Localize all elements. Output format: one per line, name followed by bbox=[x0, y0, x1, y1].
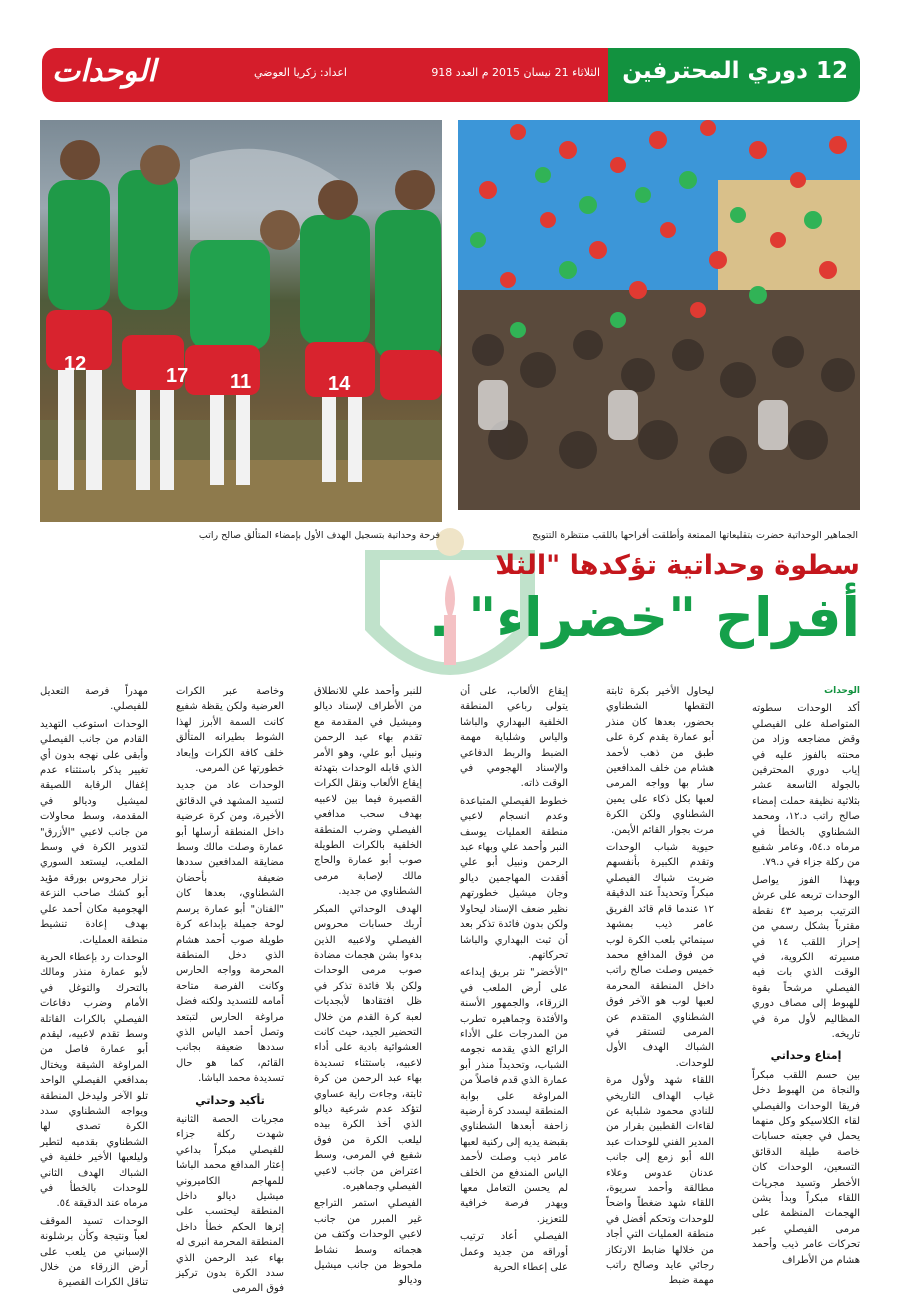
article-headline: أفراح "خضراء" . bbox=[428, 586, 860, 649]
article-subheadline: سطوة وحداتية تؤكدها "الثلا bbox=[495, 550, 860, 581]
article-paragraph: حيوية شباب الوحدات وتقدم الكبيرة بأنفسهم ضربت شباك الفيصلي مبكراً وتحديداً عند الدقيقة ١٢ عندما قام قائد الفريق عامر ذيب بمشهد سينمائي بلعب الكرة لوب من فوق المدافع محمد خميس وصلت صالح راتب داخل المنطقة المحرمة لعبها لوب هو الآخر فوق الشطناوي المتقدم عن المرمى لتستقر في الشباك الهدف الأول للوحدات. bbox=[606, 842, 714, 1069]
article-paragraph: وخاصة عبر الكرات العرضية ولكن يقظة شفيع كانت السمة الأبرز لهذا الشوط بطيرانه المتألق خلف كافة الكرات وإبعاد خطورتها عن المرمى. bbox=[176, 686, 284, 775]
article-paragraph: مجريات الحصة الثانية شهدت ركلة جزاء للفيصلي مبكراً بداعي إعثار المدافع محمد الباشا للمهاجم الكاميروني ميشيل ديالو داخل المنطقة ليحتسب على إثرها الحكم خطأ داخل المنطقة المحرمة انبرى له بهاء عبد الرحمن الذي سدد الكرة بدون تركيز فوق المرمى bbox=[176, 1113, 284, 1295]
article-column-1 bbox=[752, 684, 860, 1266]
jersey-number: 14 bbox=[328, 373, 351, 395]
article-column-2 bbox=[606, 684, 714, 1287]
article-paragraph: ليحاول الأخير بكرة ثابتة التقطها الشطناوي بحضور، بعدها كان منذر أبو عمارة يقدم كرة على طبق من ذهب لأحمد هشام من خلف المدافعين سار بها وواجه المرمى لعبها بكل ذكاء على يمين الشطناوي ولكن الكرة مرت بجوار القائم الأيمن. bbox=[606, 686, 714, 836]
article-column-6 bbox=[40, 684, 148, 1289]
players-celebration-photo bbox=[40, 120, 442, 522]
article-paragraph: الفيصلي استمر التراجع غير المبرر من جانب لاعبي الوحدات وكثف من هجماته وسط نشاط ملحوظ من جانب ميشيل وديالو bbox=[314, 1198, 422, 1287]
article-paragraph: الوحدات عاد من جديد لتسيد المشهد في الدقائق الأخيرة، ومن كرة عرضية داخل المنطقة أرسلها أبو عمارة وصلت مالك وسط مضايقة المدافعين سددها ضعيفة بأحضان الشطناوي، بعدها كان "الفنان" أبو عمارة يرسم لوحة جميلة بإبداعه كرة طويلة صوب أحمد هشام الذي دخل المنطقة المحرمة وواجه الحارس وكانت الفرصة متاحة أمامه للتسديد ولكنه فضل مراوغة الحارس لتبتعد وتصل أحمد الياس الذي سددها ضعيفة بجانب القائم، كما هو حال تسديدة محمد الباشا. bbox=[176, 780, 284, 1085]
article-paragraph: أكد الوحدات سطوته المتواصلة على الفيصلي وقض مضاجعه وزاد من محنته بالفوز عليه في إياب دوري المحترفين بالجولة التاسعة عشر بثلاثية نظيفة حملت إمضاء صالح راتب د.١٢، ومحمد الشطناوي بالخطأ في مرماه د.٥٤، وعامر شفيع من ركلة جزاء في د.٧٩. bbox=[752, 703, 860, 869]
article-paragraph: "الأخضر" نثر بريق إبداعه على أرض الملعب في الزرقاء، والجمهور الأسنة والأفئدة وجماهيره تطرب من المدرجات على الأداء الرائع الذي يقدمه نجومه الشباب، وتحديداً منذر أبو عمارة الذي قدم فاصلاً من المراوغة على بوابة المنطقة ليسدد كرة أرضية زاحفة أبعدها الشطناوي بقبضة يديه إلى ركنية لعبها عامر ذيب وصلت لأحمد الياس المندفع من الخلف لم يحسن التعامل معها ويهدر فرصة خرافية للتعزيز. bbox=[460, 967, 568, 1225]
left-photo-caption: فرحة وحداتية بتسجيل الهدف الأول بإمضاء المتألق صالح راتب bbox=[198, 530, 440, 541]
article-paragraph: إيقاع الألعاب، على أن يتولى رباعي المنطقة الخلفية البهداري والباشا والياس وشلباية مهمة الضبط والربط الدفاعي والإسناد الهجومي في الوقت ذاته. bbox=[460, 686, 568, 790]
article-column-4 bbox=[314, 684, 422, 1287]
article-paragraph: الوحدات تسيد الموقف لعباً ونتيجة وكأن برشلونة الإسباني من يلعب على أرض الزرقاء من خلال تناقل الكرات القصيرة bbox=[40, 1215, 148, 1289]
article-paragraph: مهدراً فرصة التعديل للفيصلي. bbox=[40, 686, 148, 713]
crowd-illustration bbox=[458, 120, 860, 510]
section-name: الوحدات bbox=[52, 54, 156, 89]
section-heading: تأكيد وحداتي bbox=[195, 1093, 265, 1107]
jersey-number: 11 bbox=[230, 371, 252, 393]
prepared-by: اعداد: زكريا العوضي bbox=[254, 66, 347, 79]
fans-crowd-photo bbox=[458, 120, 860, 510]
article-paragraph: للنبر وأحمد علي للانطلاق من الأطراف لإسناد ديالو وميشيل في المقدمة مع تقدم بهاء عبد الرحمن ونبيل أبو علي، وهو الأمر الذي قابله الوحدات بتهدئة إيقاع الألعاب ونقل الكرات القصيرة فيما بين لاعبيه بهدف سحب مدافعي الفيصلي وضرب المنطقة الخلفية بالكرات الطويلة صوب أبو عمارة والحاج مالك لإصابة مرمى الشطناوي من جديد. bbox=[314, 686, 422, 898]
article-paragraph: وبهذا الفوز يواصل الوحدات تربعه على عرش الترتيب برصيد ٤٣ نقطة مقترباً بشكل رسمي من إحراز اللقب ١٤ في مسيرته الكروية، في الوقت الذي بات فيه الفيصلي مرشحاً بقوة للهبوط إلى مصاف دوري المظاليم لأول مرة في تاريخه. bbox=[752, 874, 860, 1040]
article-paragraph: الوحدات رد بإعطاء الحرية لأبو عمارة منذر ومالك بالتحرك والتوغل في الأمام وضرب دفاعات الفيصلي بالكرات القاتلة وسط تقدم لاعبيه، ليقدم أبو عمارة فاصل من المراوغة الشيقة ويختال بمدافعي الفيصلي الواحد تلو الآخر وليدخل المنطقة ويواجه الشطناوي سدد الكرة تصدى لها الشطناوي بقدميه لتطير وليلعبها الأخير خلفية في الشباك الهدف الثاني للوحدات بالخطأ في مرماه عند الدقيقة ٥٤. bbox=[40, 951, 148, 1210]
article-paragraph: الفيصلي أعاد ترتيب أوراقه من جديد وعمل على إعطاء الحرية bbox=[460, 1231, 568, 1274]
article-paragraph: الهدف الوحداتي المبكر أربك حسابات محروس الفيصلي ولاعبيه الذين بدءوا بشن هجمات مضادة صوب مرمى الوحدات ولكن بلا فائدة تذكر في ظل افتقادها لأبجديات لعبة كرة القدم من خلال التحضير الجيد، حيث كانت العشوائية بادية على أداء لاعبيه، باستثناء تسديدة بهاء عبد الرحمن من كرة ثابتة، وجاءت راية عساوي لتؤكد عدم شرعية ديالو الذي أخذ الكرة بيده ليلعب الكرة من فوق شفيع في المرمى، وسط اعتراض من جانب لاعبي الفيصلي وجماهيره. bbox=[314, 903, 422, 1192]
article-paragraph: خطوط الفيصلي المتباعدة وعدم انسجام لاعبي منطقة العمليات يوسف النبر وأحمد علي وبهاء عبد الرحمن ونبيل أبو علي أفقدت المهاجمين ديالو وجان ميشيل خطورتهم نظير ضعف الإسناد ليحاولا ولكن بدون فائدة تذكر بعد أن ثبت البهداري والباشا تحركاتهم. bbox=[460, 795, 568, 961]
article-paragraph: اللقاء شهد ولأول مرة غياب الهداف التاريخي للنادي محمود شلباية عن لقاءات القطبين بقرار من المدير الفني للوحدات عبد الله أبو زمع إلى جانب عدنان عدوس وعلاء مطالقة وأحمد سريوة، اللقاء شهد ضغطاً واضحاً للوحدات وتحكم أفضل في منطقة العمليات التي أجاد من خلالها ضابط الارتكاز رجائي عايد وصالح راتب مهمة ضبط bbox=[606, 1075, 714, 1287]
page-header bbox=[42, 48, 860, 102]
article-column-3 bbox=[460, 684, 568, 1274]
player-back bbox=[375, 170, 442, 400]
article-byline: الوحدات bbox=[824, 686, 860, 696]
article-paragraph: الوحدات استوعب التهديد القادم من جانب الفيصلي وأبقى على نهجه بدون أي تغيير يذكر باستثناء عدم إغفال الرقابة اللصيقة لميشيل وديالو في المقدمة، وسط محاولات من جانب لاعبي "الأزرق" لتدوير الكرة في وسط الملعب، ليستعد السوري نزار محروس بورقة مؤيد أبو كشك صاحب النزعة الهجومية مكان أحمد علي بهدف إعادة تنشيط منطقة العمليات. bbox=[40, 718, 148, 946]
issue-date: الثلاثاء 21 نيسان 2015 م العدد 918 bbox=[431, 66, 600, 79]
section-heading: إمتاع وحداتي bbox=[770, 1049, 842, 1063]
jersey-number: 17 bbox=[166, 365, 189, 387]
jersey-number: 12 bbox=[64, 353, 87, 375]
page-title: 12 دوري المحترفين bbox=[622, 58, 848, 84]
header-green-band bbox=[608, 48, 860, 102]
article-column-5 bbox=[176, 684, 284, 1295]
players-illustration bbox=[40, 120, 442, 522]
right-photo-caption: الجماهير الوحداتية حضرت بتقليعاتها الممتعة وأطلقت أفراحها باللقب منتظرة التتويج bbox=[532, 530, 858, 541]
article-paragraph: بين حسم اللقب مبكراً والنجاة من الهبوط دخل فريقا الوحدات والفيصلي لقاء الكلاسيكو وكل منهما يحمل في جعبته حسابات خاصة طيلة الدقائق التسعين، الوحدات كان الأخطر وتسيد مجريات اللقاء مبكراً وبدأ يشن الهجمات المنظمة على مرمى الفيصلي عبر تحركات عامر ذيب وأحمد هشام من الأطراف bbox=[752, 1069, 860, 1266]
